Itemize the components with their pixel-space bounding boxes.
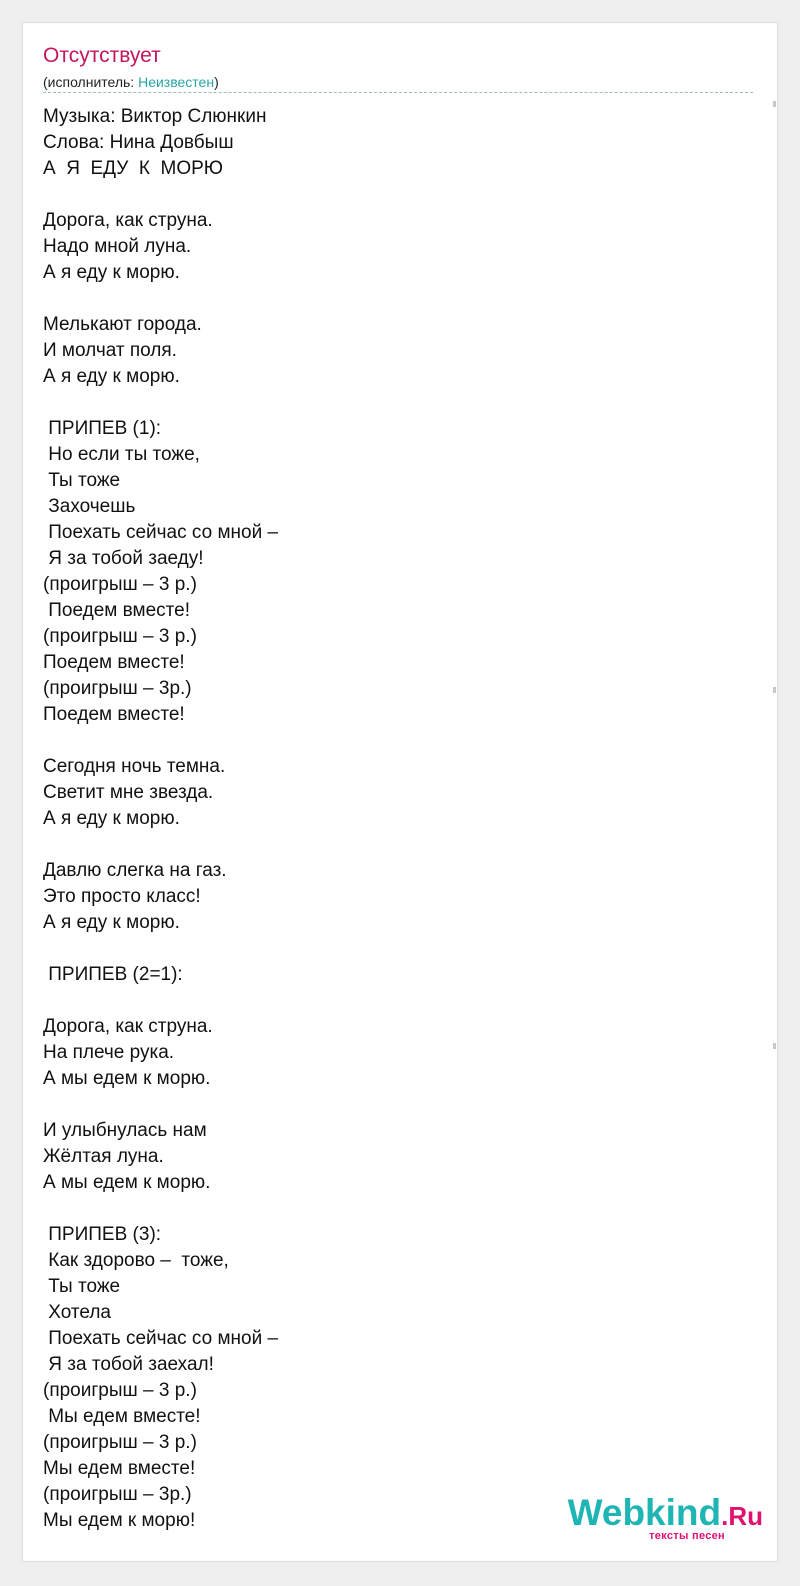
lyric-line: Поехать сейчас со мной – xyxy=(43,522,279,543)
lyric-line: Мелькают города. xyxy=(43,314,202,335)
lyric-line: Мы едем к морю! xyxy=(43,1510,196,1531)
lyric-line: А я еду к морю. xyxy=(43,262,180,283)
artist-suffix: ) xyxy=(214,74,219,90)
scroll-edge-mark xyxy=(773,687,776,693)
lyric-line: Хотела xyxy=(43,1302,111,1323)
lyric-line: Поедем вместе! xyxy=(43,704,185,725)
lyric-line: Мы едем вместе! xyxy=(43,1406,201,1427)
lyric-line: Как здорово – тоже, xyxy=(43,1250,229,1271)
logo-tagline: тексты песен xyxy=(649,1530,725,1542)
lyric-line: А я еду к морю. xyxy=(43,808,180,829)
lyric-line: (проигрыш – 3 р.) xyxy=(43,1432,197,1453)
lyric-line: ПРИПЕВ (3): xyxy=(43,1224,162,1245)
lyric-line: Я за тобой заехал! xyxy=(43,1354,214,1375)
lyric-line xyxy=(43,988,743,1014)
scroll-edge-mark xyxy=(773,1043,776,1049)
lyric-line xyxy=(43,390,743,416)
song-title: Отсутствует xyxy=(43,44,161,67)
lyric-line xyxy=(43,1092,743,1118)
lyric-line: И молчат поля. xyxy=(43,340,177,361)
lyric-line: Поедем вместе! xyxy=(43,652,185,673)
lyric-line: Ты тоже xyxy=(43,470,121,491)
logo-tld: .Ru xyxy=(721,1501,763,1531)
lyric-line xyxy=(43,1196,743,1222)
lyric-line: Светит мне звезда. xyxy=(43,782,214,803)
lyric-line xyxy=(43,728,743,754)
lyric-line: А мы едем к морю. xyxy=(43,1172,211,1193)
lyric-line xyxy=(43,832,743,858)
lyric-line: Надо мной луна. xyxy=(43,236,192,257)
lyric-line: ПРИПЕВ (2=1): xyxy=(43,964,183,985)
lyric-line xyxy=(43,286,743,312)
lyric-line: ПРИПЕВ (1): xyxy=(43,418,162,439)
lyric-line: Дорога, как струна. xyxy=(43,210,213,231)
lyric-line: Поехать сейчас со мной – xyxy=(43,1328,279,1349)
artist-prefix: (исполнитель: xyxy=(43,74,139,90)
scroll-edge-mark xyxy=(773,101,776,107)
lyric-line: Это просто класс! xyxy=(43,886,201,907)
lyrics-text xyxy=(43,104,743,1534)
lyric-line xyxy=(43,936,743,962)
artist-line xyxy=(43,73,219,91)
lyric-line: Жёлтая луна. xyxy=(43,1146,164,1167)
artist-link[interactable]: Неизвестен xyxy=(138,74,215,90)
lyric-line: Музыка: Виктор Слюнкин xyxy=(43,106,267,127)
lyric-line: Давлю слегка на газ. xyxy=(43,860,227,881)
lyric-line: Поедем вместе! xyxy=(43,600,190,621)
lyric-line: А мы едем к морю. xyxy=(43,1068,211,1089)
lyric-line: Ты тоже xyxy=(43,1276,121,1297)
lyric-line: Дорога, как струна. xyxy=(43,1016,213,1037)
lyric-line: (проигрыш – 3р.) xyxy=(43,1484,192,1505)
lyric-line: (проигрыш – 3р.) xyxy=(43,678,192,699)
lyric-line: Захочешь xyxy=(43,496,136,517)
lyric-line: Но если ты тоже, xyxy=(43,444,200,465)
lyric-line: И улыбнулась нам xyxy=(43,1120,207,1141)
lyric-line: А я еду к морю. xyxy=(43,912,180,933)
lyric-line: А я еду к морю. xyxy=(43,366,180,387)
lyric-line: Слова: Нина Довбыш xyxy=(43,132,234,153)
lyric-line: А Я ЕДУ К МОРЮ xyxy=(43,158,223,179)
lyric-line: Мы едем вместе! xyxy=(43,1458,196,1479)
logo-brand: Webkind xyxy=(567,1492,722,1533)
lyric-line xyxy=(43,182,743,208)
lyrics-card xyxy=(22,22,778,1562)
lyric-line: (проигрыш – 3 р.) xyxy=(43,574,197,595)
webkind-logo[interactable] xyxy=(563,1493,763,1543)
lyric-line: На плече рука. xyxy=(43,1042,175,1063)
lyric-line: Сегодня ночь темна. xyxy=(43,756,226,777)
dashed-divider xyxy=(43,92,753,93)
lyric-line: Я за тобой заеду! xyxy=(43,548,204,569)
lyric-line: (проигрыш – 3 р.) xyxy=(43,1380,197,1401)
lyric-line: (проигрыш – 3 р.) xyxy=(43,626,197,647)
